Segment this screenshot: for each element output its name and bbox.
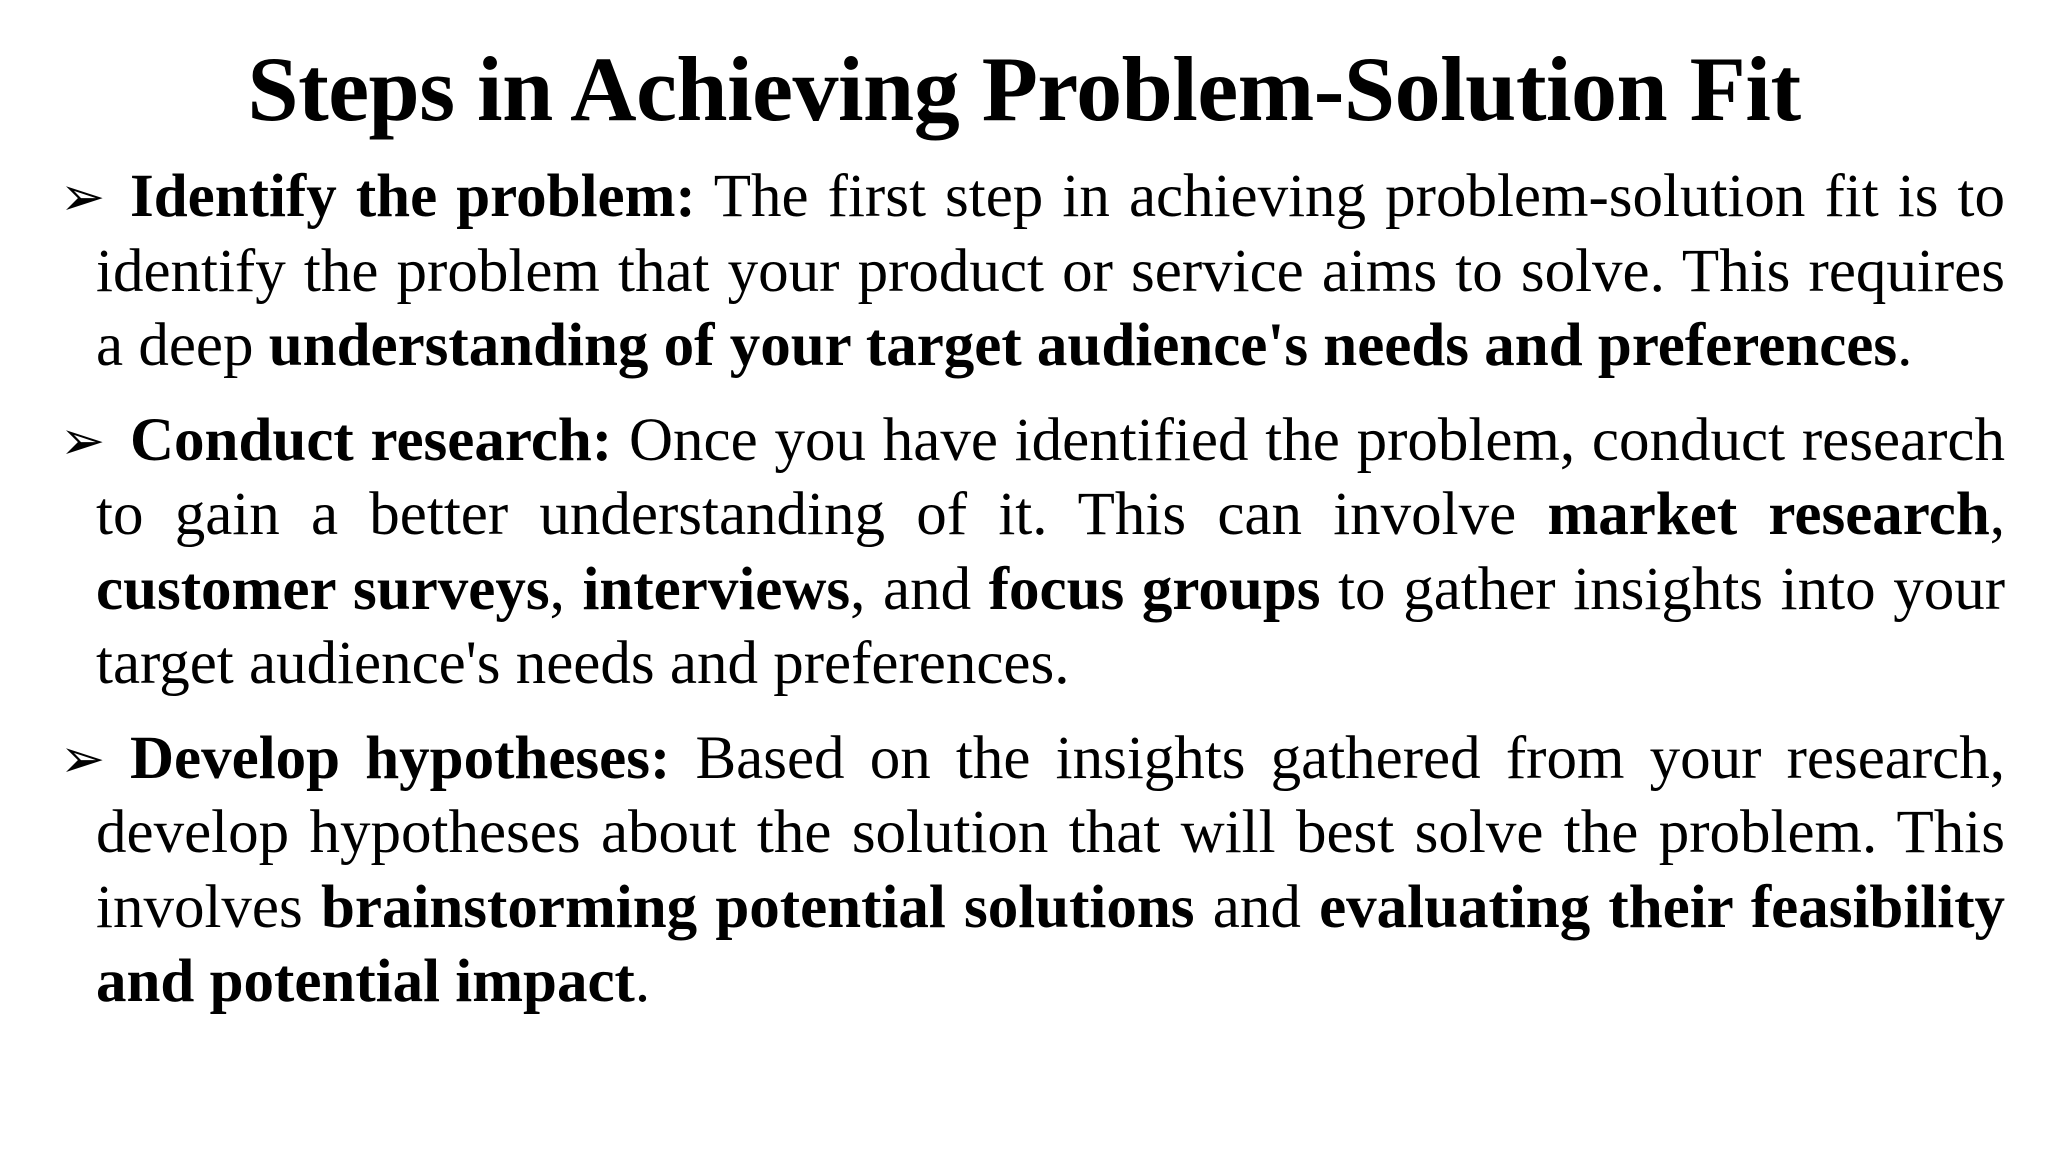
arrow-bullet-icon: ➢	[60, 410, 106, 471]
bullet-text: , and	[850, 555, 989, 623]
bullet-emphasis: understanding of your target audience's needs and preferences	[268, 312, 1898, 379]
bullet-text: ,	[1989, 481, 2005, 548]
arrow-bullet-icon: ➢	[60, 167, 106, 227]
bullet-emphasis: interviews	[582, 555, 851, 623]
bullet-identify-problem	[60, 160, 2005, 384]
bullet-text: The first step in achieving problem-solution fit is to identify the problem that your product or service aims to solve. This requires a deep	[96, 163, 2005, 379]
bullet-heading: Conduct research:	[130, 406, 613, 474]
bullet-text: to gather insights into your target audience's needs and preferences.	[96, 555, 2006, 697]
bullet-emphasis: brainstorming potential solutions	[320, 873, 1195, 941]
bullet-list	[60, 160, 2005, 1040]
bullet-text: .	[1897, 312, 1913, 379]
bullet-conduct-research	[60, 404, 2005, 702]
bullet-heading: Develop hypotheses:	[130, 724, 671, 792]
slide-title: Steps in Achieving Problem-Solution Fit	[247, 38, 1801, 140]
bullet-text: ,	[549, 555, 583, 623]
bullet-text: and	[1194, 873, 1320, 941]
bullet-emphasis: customer surveys	[96, 555, 550, 623]
bullet-text: .	[634, 948, 651, 1015]
bullet-emphasis: market research	[1547, 481, 1990, 548]
bullet-text: Once you have identified the problem, conduct research to gain a better understanding of it. This can involve	[96, 406, 2005, 548]
bullet-text: Based on the insights gathered from your research, develop hypotheses about the solution that will best solve the problem. This involves	[96, 724, 2005, 941]
bullet-emphasis: focus groups	[988, 555, 1321, 623]
bullet-emphasis: evaluating their feasibility and potential impact	[96, 873, 2006, 1015]
bullet-develop-hypotheses	[60, 722, 2005, 1020]
arrow-bullet-icon: ➢	[60, 728, 106, 789]
bullet-heading: Identify the problem:	[130, 163, 696, 230]
